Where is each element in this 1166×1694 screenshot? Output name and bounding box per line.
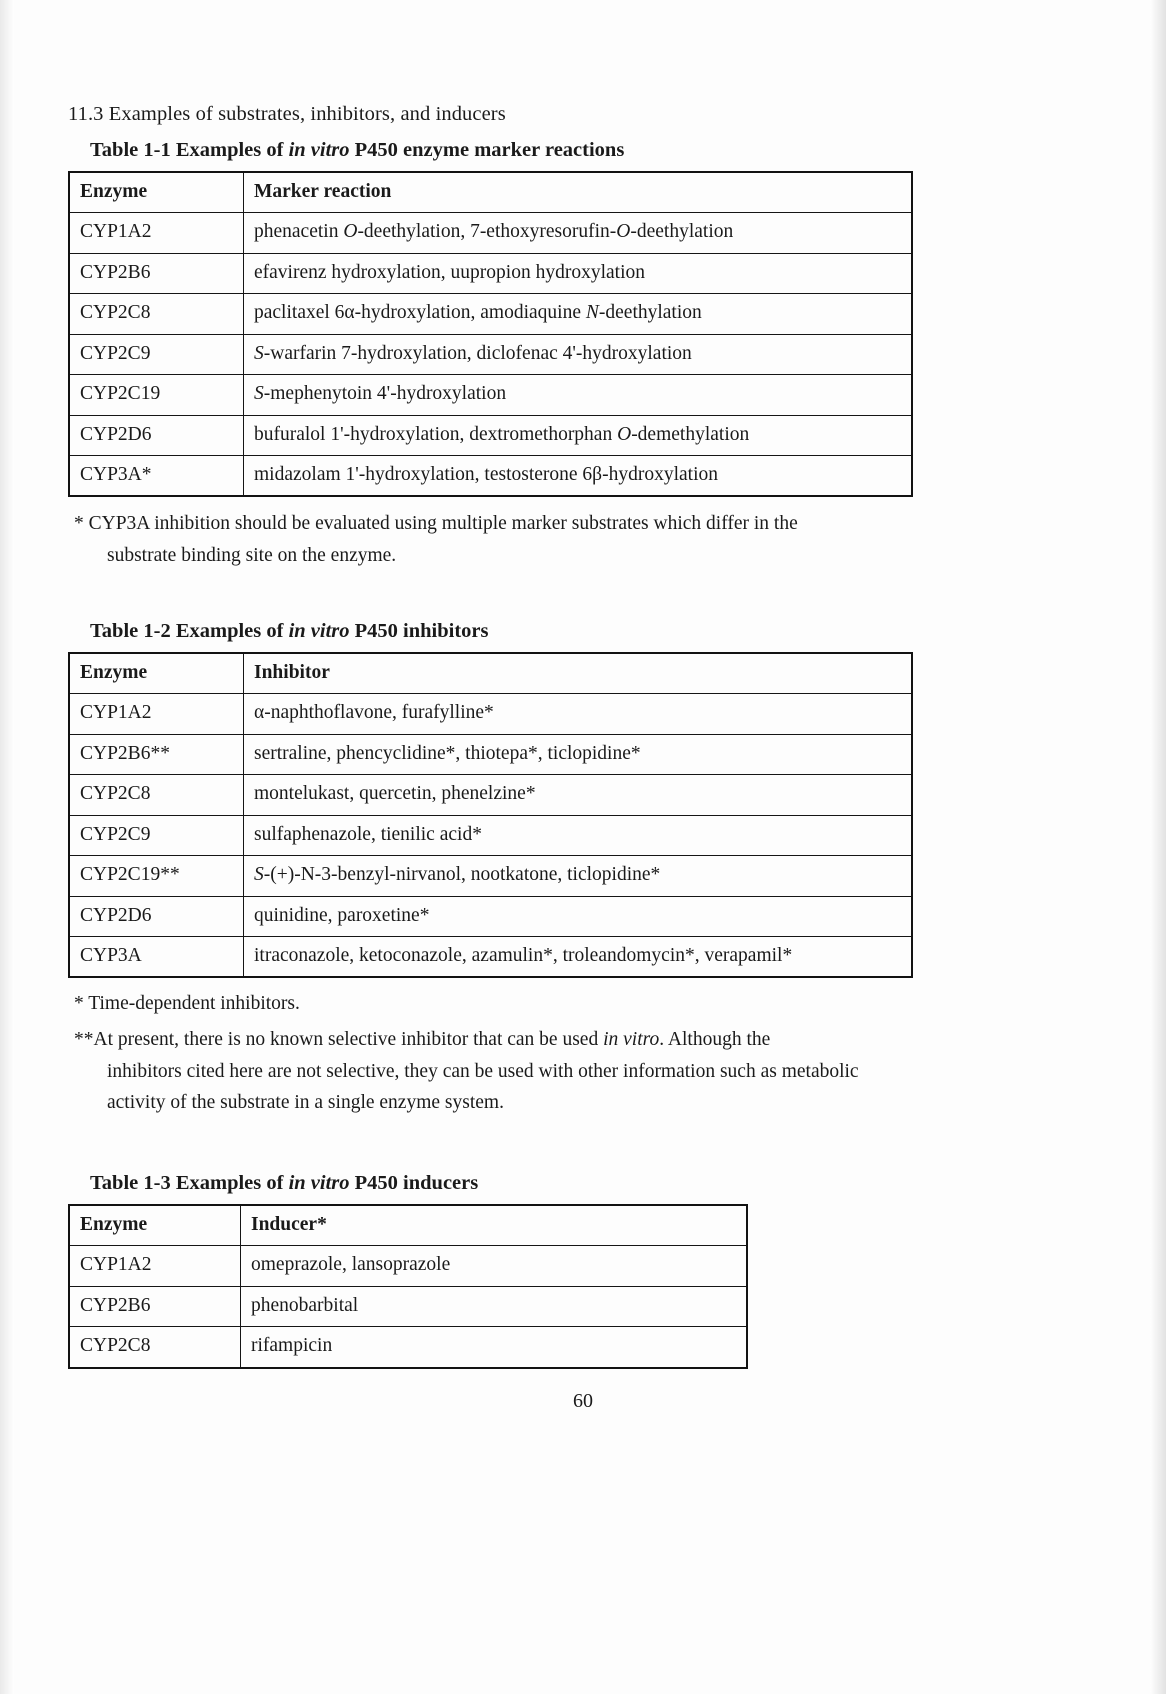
footnote-selective-inhibitor xyxy=(74,1024,974,1119)
column-header-enzyme: Enzyme xyxy=(69,653,244,694)
table-row xyxy=(69,334,912,374)
table-1-2-block xyxy=(68,620,913,978)
caption-prefix: Table 1-1 Examples of xyxy=(90,139,289,161)
table-row xyxy=(69,815,912,855)
caption-prefix: Table 1-2 Examples of xyxy=(90,620,289,642)
cell-inhibitor: itraconazole, ketoconazole, azamulin*, troleandomycin*, verapamil* xyxy=(244,936,913,977)
footnote-line: activity of the substrate in a single enzyme system. xyxy=(107,1092,504,1114)
table-row xyxy=(69,856,912,896)
cell-enzyme: CYP2B6 xyxy=(69,1286,241,1326)
section-heading: 11.3 Examples of substrates, inhibitors, and inducers xyxy=(68,103,506,125)
footnote-text-italic: in vitro xyxy=(603,1029,660,1050)
table-row xyxy=(69,775,912,815)
cell-enzyme: CYP2C8 xyxy=(69,294,244,334)
table-1-3 xyxy=(68,1204,748,1369)
table-row xyxy=(69,375,912,415)
table-1-3-block xyxy=(68,1172,748,1369)
scan-edge-right xyxy=(1150,0,1166,1694)
cell-enzyme: CYP2C9 xyxy=(69,815,244,855)
cell-enzyme: CYP3A xyxy=(69,936,244,977)
cell-enzyme: CYP2C9 xyxy=(69,334,244,374)
footnote-text-b: . Although the xyxy=(659,1029,771,1050)
table-1-1-body xyxy=(69,172,912,496)
table-row xyxy=(69,213,912,253)
table-header-row xyxy=(69,1205,747,1246)
table-row xyxy=(69,896,912,936)
cell-marker-reaction: paclitaxel 6α-hydroxylation, amodiaquine N-deethylation xyxy=(244,294,913,334)
footnote-line xyxy=(74,1024,974,1056)
cell-inducer: omeprazole, lansoprazole xyxy=(241,1246,748,1286)
cell-inhibitor: S-(+)-N-3-benzyl-nirvanol, nootkatone, ticlopidine* xyxy=(244,856,913,896)
cell-enzyme: CYP1A2 xyxy=(69,1246,241,1286)
column-header-marker-reaction: Marker reaction xyxy=(244,172,913,213)
cell-inhibitor: sertraline, phencyclidine*, thiotepa*, ticlopidine* xyxy=(244,734,913,774)
column-header-inhibitor: Inhibitor xyxy=(244,653,913,694)
footnote-line: inhibitors cited here are not selective, they can be used with other information such as metabolic xyxy=(107,1060,859,1082)
table-row xyxy=(69,455,912,496)
table-1-2-body xyxy=(69,653,912,977)
table-1-2-caption xyxy=(68,620,913,643)
table-1-1-block xyxy=(68,139,913,497)
table-1-3-caption xyxy=(68,1172,748,1195)
table-row xyxy=(69,1246,747,1286)
cell-inhibitor: quinidine, paroxetine* xyxy=(244,896,913,936)
cell-marker-reaction: S-warfarin 7-hydroxylation, diclofenac 4'-hydroxylation xyxy=(244,334,913,374)
table-row xyxy=(69,253,912,293)
footnote-line: * CYP3A inhibition should be evaluated using multiple marker substrates which differ in the xyxy=(74,513,798,534)
column-header-enzyme: Enzyme xyxy=(69,1205,241,1246)
cell-enzyme: CYP2C19 xyxy=(69,375,244,415)
cell-marker-reaction: phenacetin O-deethylation, 7-ethoxyresorufin-O-deethylation xyxy=(244,213,913,253)
caption-suffix: P450 enzyme marker reactions xyxy=(349,139,625,161)
cell-inducer: rifampicin xyxy=(241,1327,748,1368)
caption-italic: in vitro xyxy=(288,620,350,642)
table-1-3-body xyxy=(69,1205,747,1368)
cell-enzyme: CYP2C8 xyxy=(69,1327,241,1368)
table-header-row xyxy=(69,172,912,213)
cell-inhibitor: sulfaphenazole, tienilic acid* xyxy=(244,815,913,855)
cell-marker-reaction: efavirenz hydroxylation, uupropion hydroxylation xyxy=(244,253,913,293)
caption-suffix: P450 inhibitors xyxy=(349,620,489,642)
column-header-inducer: Inducer* xyxy=(241,1205,748,1246)
cell-enzyme: CYP2B6 xyxy=(69,253,244,293)
cell-enzyme: CYP2B6** xyxy=(69,734,244,774)
cell-inhibitor: α-naphthoflavone, furafylline* xyxy=(244,694,913,734)
cell-enzyme: CYP2C19** xyxy=(69,856,244,896)
table-row xyxy=(69,1327,747,1368)
footnote-time-dependent xyxy=(74,988,974,1020)
footnote-line: * Time-dependent inhibitors. xyxy=(74,993,300,1014)
cell-enzyme: CYP3A* xyxy=(69,455,244,496)
cell-enzyme: CYP2D6 xyxy=(69,896,244,936)
cell-inducer: phenobarbital xyxy=(241,1286,748,1326)
cell-enzyme: CYP1A2 xyxy=(69,694,244,734)
table-row xyxy=(69,415,912,455)
table-row xyxy=(69,936,912,977)
table-row xyxy=(69,294,912,334)
page-number: 60 xyxy=(573,1390,593,1412)
cell-inhibitor: montelukast, quercetin, phenelzine* xyxy=(244,775,913,815)
table-row xyxy=(69,694,912,734)
footnote-text-a: **At present, there is no known selective inhibitor that can be used xyxy=(74,1029,604,1050)
footnote-line: substrate binding site on the enzyme. xyxy=(107,544,397,566)
table-row xyxy=(69,734,912,774)
cell-marker-reaction: bufuralol 1'-hydroxylation, dextromethorphan O-demethylation xyxy=(244,415,913,455)
table-1-2 xyxy=(68,652,913,978)
column-header-enzyme: Enzyme xyxy=(69,172,244,213)
cell-marker-reaction: S-mephenytoin 4'-hydroxylation xyxy=(244,375,913,415)
caption-prefix: Table 1-3 Examples of xyxy=(90,1172,289,1194)
caption-suffix: P450 inducers xyxy=(349,1172,479,1194)
table-1-1-caption xyxy=(68,139,913,162)
caption-italic: in vitro xyxy=(288,139,350,161)
table-1-1 xyxy=(68,171,913,497)
table-header-row xyxy=(69,653,912,694)
cell-enzyme: CYP1A2 xyxy=(69,213,244,253)
cell-enzyme: CYP2C8 xyxy=(69,775,244,815)
table-row xyxy=(69,1286,747,1326)
scan-edge-left xyxy=(0,0,14,1694)
caption-italic: in vitro xyxy=(288,1172,350,1194)
footnote-cyp3a xyxy=(74,508,954,571)
cell-enzyme: CYP2D6 xyxy=(69,415,244,455)
cell-marker-reaction: midazolam 1'-hydroxylation, testosterone 6β-hydroxylation xyxy=(244,455,913,496)
